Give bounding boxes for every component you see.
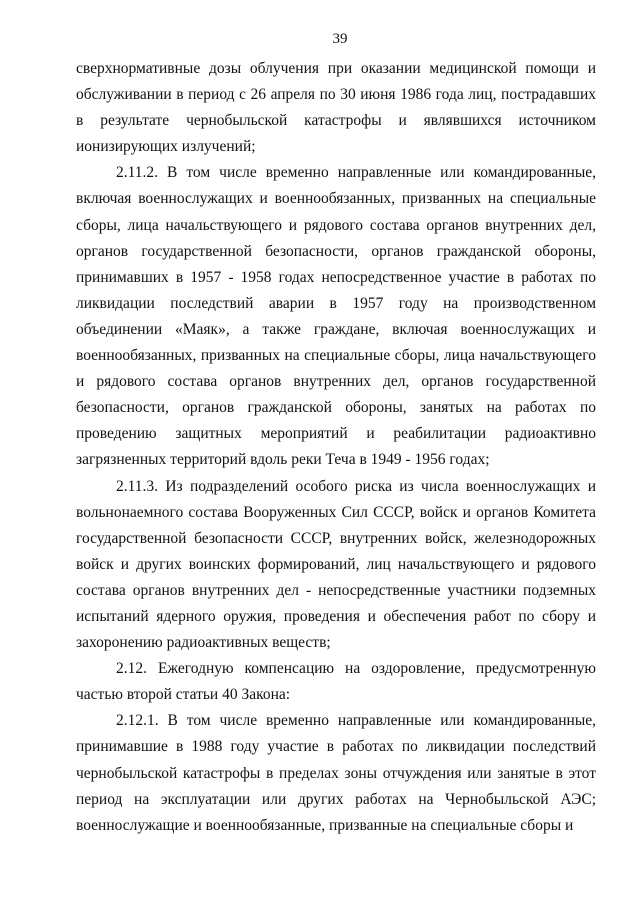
paragraph-2-12-1: 2.12.1. В том числе временно направленные или командированные, принимавшие в 1988 году участие в работах по ликвидации последствий чернобыльской катастрофы в пределах зоны отчуждения или занятые в этот период на эксплуатации или других работах на Чернобыльской АЭС; военнослужащие и военнообязанные, призванные на специальные сборы и bbox=[76, 712, 596, 834]
paragraph-2-11-3: 2.11.3. Из подразделений особого риска из числа военнослужащих и вольнонаемного состава Вооруженных Сил СССР, войск и органов Комитета государственной безопасности СССР, внутренних войск, железнодорожных войск и других воинских формирований, лиц начальствующего и рядового состава органов внутренних дел - непосредственные участники подземных испытаний ядерного оружия, проведения и обеспечения работ по сбору и захоронению радиоактивных веществ; bbox=[76, 477, 596, 652]
page-number: 39 bbox=[332, 31, 348, 47]
paragraph-2-11-2: 2.11.2. В том числе временно направленные или командированные, включая военнослужащих и военнообязанных, призванных на специальные сборы, лица начальствующего и рядового состава органов внутренних дел, органов государственной безопасности, органов гражданской обороны, принимавших в 1957 - 1958 годах непосредственное участие в работах по ликвидации последствий аварии в 1957 году на производственном объединении «Маяк», а также граждане, включая военнослужащих и военнообязанных, призванных на специальные сборы, лица начальствующего и рядового состава органов внутренних дел, органов государственной безопасности, органов гражданской обороны, занятых на работах по проведению защитных мероприятий и реабилитации радиоактивно загрязненных территорий вдоль реки Теча в 1949 - 1956 годах; bbox=[76, 164, 596, 469]
paragraph-continuation: сверхнормативные дозы облучения при оказании медицинской помощи и обслуживании в период с 26 апреля по 30 июня 1986 года лиц, пострадавших в результате чернобыльской катастрофы и являвшихся источником ионизирующих излучений; bbox=[76, 60, 596, 156]
paragraph-2-12: 2.12. Ежегодную компенсацию на оздоровление, предусмотренную частью второй статьи 40 Закона: bbox=[76, 660, 596, 704]
